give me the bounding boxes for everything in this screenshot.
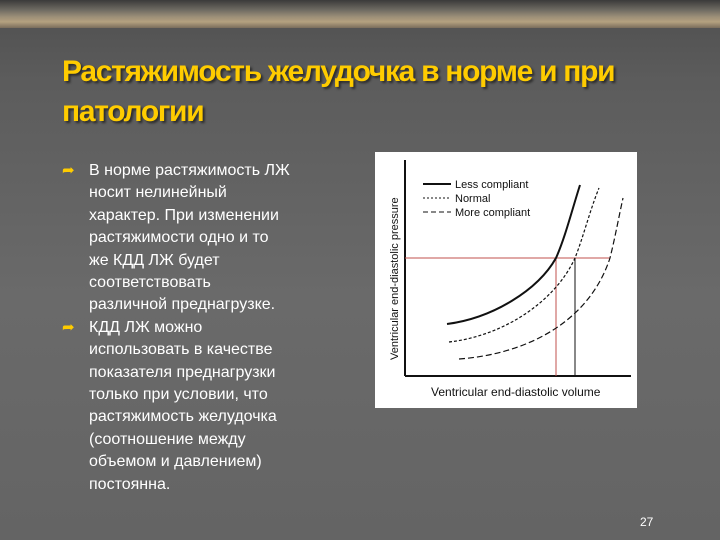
bullet-line: растяжимость желудочка (89, 408, 277, 426)
bullet-item-1 (62, 160, 362, 317)
slide-title-line-2: патологии (62, 95, 204, 128)
bullet-list (62, 160, 362, 496)
bullet-line: постоянна. (89, 475, 171, 493)
slide-title (62, 52, 662, 132)
y-axis-label: Ventricular end-diastolic pressure (389, 197, 401, 360)
compliance-diagram (375, 152, 637, 408)
bullet-line: растяжимости одно и то (89, 229, 269, 247)
legend-label-less-compliant: Less compliant (455, 179, 529, 191)
bullet-line: характер. При изменении (89, 206, 279, 224)
slide-title-line-1: Растяжимость желудочка в норме и при (62, 55, 615, 88)
bullet-line: соответствовать (89, 274, 211, 292)
landscape-banner (0, 0, 720, 28)
bullet-line: объемом и давлением) (89, 453, 262, 471)
bullet-line: только при условии, что (89, 386, 268, 404)
legend-label-normal: Normal (455, 193, 491, 205)
bullet-item-2 (62, 317, 362, 496)
curved-arrow-icon: ➦ (62, 318, 75, 336)
page-number: 27 (640, 515, 654, 529)
bullet-line: В норме растяжимость ЛЖ (89, 162, 290, 179)
curved-arrow-icon: ➦ (62, 162, 75, 179)
legend-label-more-compliant: More compliant (455, 207, 531, 219)
bullet-line: же КДД ЛЖ будет (89, 251, 220, 269)
x-axis-label: Ventricular end-diastolic volume (431, 385, 601, 399)
bullet-line: носит нелинейный (89, 184, 227, 202)
bullet-line: показателя преднагрузки (89, 363, 276, 381)
bullet-line: использовать в качестве (89, 341, 273, 359)
bullet-line: КДД ЛЖ можно (89, 318, 203, 336)
compliance-figure (375, 152, 637, 408)
bullet-line: (соотношение между (89, 430, 246, 448)
bullet-line: различной преднагрузке. (89, 296, 276, 314)
